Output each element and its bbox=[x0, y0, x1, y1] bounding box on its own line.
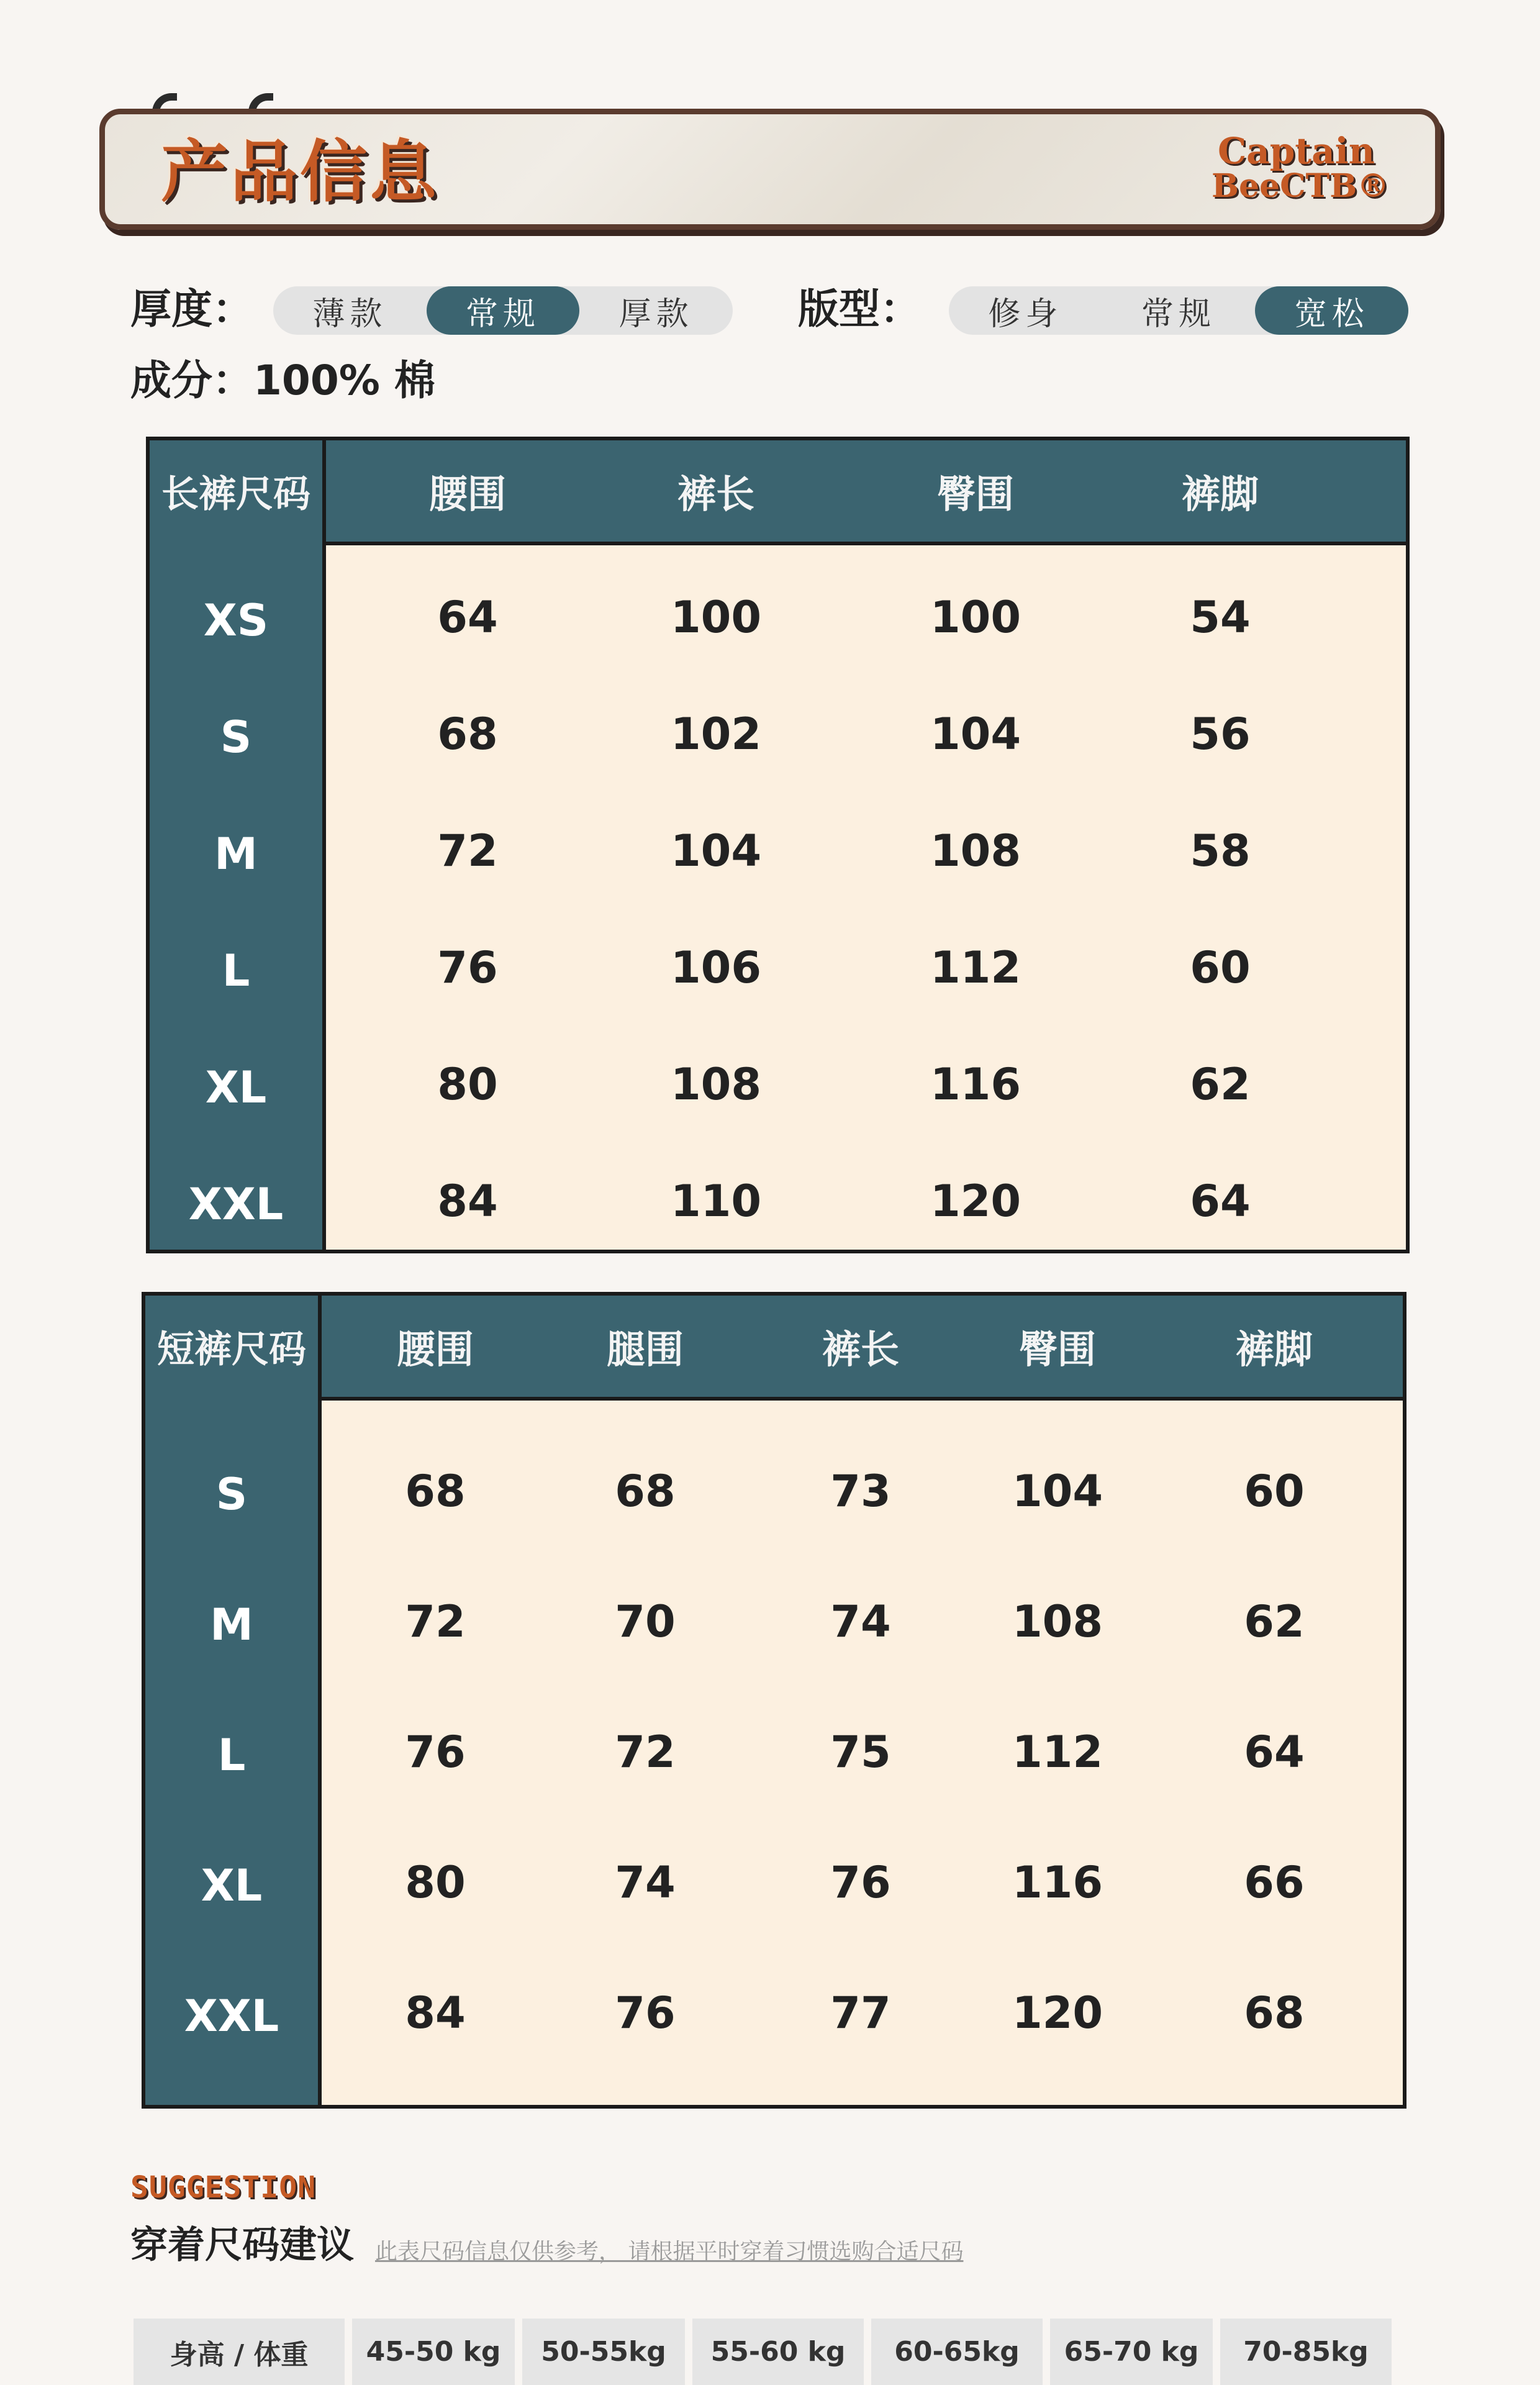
table-cell: 60 bbox=[1190, 942, 1251, 993]
table-cell: 68 bbox=[615, 1466, 676, 1517]
table-cell: 84 bbox=[405, 1988, 466, 2038]
fit-option[interactable]: 修身 bbox=[988, 295, 1063, 333]
size-label: L bbox=[217, 1730, 246, 1781]
table-cell: 120 bbox=[1012, 1988, 1103, 2038]
column-header: 裤长 bbox=[677, 471, 754, 517]
table-cell: 75 bbox=[830, 1727, 891, 1778]
table-cell: 116 bbox=[1012, 1857, 1103, 1908]
thickness-option[interactable]: 厚款 bbox=[618, 295, 694, 333]
size-label: S bbox=[215, 1469, 248, 1520]
column-header: 臀围 bbox=[1018, 1327, 1096, 1372]
table-cell: 62 bbox=[1190, 1059, 1251, 1110]
table-cell: 68 bbox=[405, 1466, 466, 1517]
size-label: XL bbox=[201, 1860, 263, 1911]
table-cell: 104 bbox=[670, 825, 762, 876]
table-cell: 74 bbox=[615, 1857, 676, 1908]
recommendation-row bbox=[134, 2319, 1399, 2385]
brand-logo bbox=[1212, 130, 1392, 214]
table-cell: 76 bbox=[405, 1727, 466, 1778]
column-header: 裤脚 bbox=[1181, 471, 1259, 517]
banner-title: 产品信息 bbox=[161, 134, 440, 211]
table-cell: 60 bbox=[1244, 1466, 1305, 1517]
table-cell: 68 bbox=[1244, 1988, 1305, 2038]
shorts-size-table bbox=[142, 1292, 1406, 2109]
weight-range-cell: 45-50 kg bbox=[352, 2319, 515, 2385]
table-cell: 80 bbox=[437, 1059, 498, 1110]
size-label: S bbox=[220, 712, 252, 763]
table-cell: 100 bbox=[670, 592, 762, 643]
table-cell: 104 bbox=[1012, 1466, 1103, 1517]
column-header: 腰围 bbox=[396, 1327, 474, 1372]
size-label: XXL bbox=[188, 1179, 284, 1230]
table-cell: 72 bbox=[437, 825, 498, 876]
column-header: 裤长 bbox=[822, 1327, 899, 1372]
table-cell: 74 bbox=[830, 1596, 891, 1647]
table-cell: 64 bbox=[437, 592, 498, 643]
thickness-selector bbox=[273, 286, 733, 335]
table-cell: 58 bbox=[1190, 825, 1251, 876]
long-pants-size-table bbox=[146, 437, 1410, 1253]
suggestion-note: 此表尺码信息仅供参考， 请根据平时穿着习惯选购合适尺码 bbox=[375, 2239, 964, 2265]
table-cell: 76 bbox=[615, 1988, 676, 2038]
column-header: 腰围 bbox=[428, 471, 506, 517]
brand-logo-line1: Captain bbox=[1218, 130, 1375, 172]
fit-label: 版型： bbox=[798, 285, 921, 333]
table-cell: 56 bbox=[1190, 709, 1251, 760]
table-cell: 72 bbox=[615, 1727, 676, 1778]
size-label: M bbox=[210, 1599, 253, 1650]
table-cell: 73 bbox=[830, 1466, 891, 1517]
table-cell: 76 bbox=[437, 942, 498, 993]
suggestion-badge: SUGGESTION bbox=[130, 2170, 316, 2205]
fit-selector bbox=[949, 286, 1408, 335]
weight-range-cell: 65-70 kg bbox=[1050, 2319, 1213, 2385]
fit-option[interactable]: 常规 bbox=[1141, 295, 1216, 333]
table-cell: 84 bbox=[437, 1176, 498, 1227]
table-cell: 64 bbox=[1190, 1176, 1251, 1227]
column-header: 裤脚 bbox=[1235, 1327, 1313, 1372]
table-cell: 108 bbox=[930, 825, 1021, 876]
thickness-label: 厚度： bbox=[130, 285, 253, 333]
table-cell: 66 bbox=[1244, 1857, 1305, 1908]
table-cell: 54 bbox=[1190, 592, 1251, 643]
size-label: M bbox=[214, 829, 258, 879]
table-cell: 116 bbox=[930, 1059, 1021, 1110]
table-cell: 110 bbox=[670, 1176, 762, 1227]
thickness-option-selected[interactable]: 常规 bbox=[427, 286, 580, 335]
table-corner-label: 短裤尺码 bbox=[157, 1327, 306, 1371]
weight-range-cell: 70-85kg bbox=[1220, 2319, 1392, 2385]
column-header: 腿围 bbox=[606, 1327, 684, 1372]
table-cell: 108 bbox=[670, 1059, 762, 1110]
weight-range-cell: 50-55kg bbox=[522, 2319, 685, 2385]
table-cell: 112 bbox=[930, 942, 1021, 993]
size-label: L bbox=[222, 945, 250, 996]
thickness-option[interactable]: 薄款 bbox=[312, 295, 387, 333]
table-corner-label: 长裤尺码 bbox=[161, 472, 310, 516]
table-cell: 62 bbox=[1244, 1596, 1305, 1647]
weight-range-cell: 55-60 kg bbox=[692, 2319, 864, 2385]
table-cell: 104 bbox=[930, 709, 1021, 760]
table-cell: 72 bbox=[405, 1596, 466, 1647]
table-cell: 102 bbox=[670, 709, 762, 760]
table-cell: 112 bbox=[1012, 1727, 1103, 1778]
table-cell: 108 bbox=[1012, 1596, 1103, 1647]
table-cell: 106 bbox=[670, 942, 762, 993]
table-cell: 68 bbox=[437, 709, 498, 760]
brand-logo-line2: BeeCTB® bbox=[1212, 167, 1390, 205]
weight-range-cell: 60-65kg bbox=[871, 2319, 1043, 2385]
size-label: XS bbox=[203, 595, 269, 646]
height-weight-label: 身高 / 体重 bbox=[134, 2319, 345, 2385]
column-header: 臀围 bbox=[936, 471, 1014, 517]
table-cell: 80 bbox=[405, 1857, 466, 1908]
size-label: XXL bbox=[184, 1991, 279, 2042]
product-info-banner bbox=[99, 109, 1441, 230]
composition-text: 成分：100% 棉 bbox=[130, 357, 435, 404]
table-cell: 120 bbox=[930, 1176, 1021, 1227]
suggestion-title: 穿着尺码建议 bbox=[130, 2224, 354, 2267]
table-cell: 70 bbox=[615, 1596, 676, 1647]
size-label: XL bbox=[205, 1062, 267, 1113]
table-cell: 76 bbox=[830, 1857, 891, 1908]
table-cell: 77 bbox=[830, 1988, 891, 2038]
table-cell: 100 bbox=[930, 592, 1021, 643]
fit-option-selected[interactable]: 宽松 bbox=[1255, 286, 1408, 335]
table-cell: 64 bbox=[1244, 1727, 1305, 1778]
